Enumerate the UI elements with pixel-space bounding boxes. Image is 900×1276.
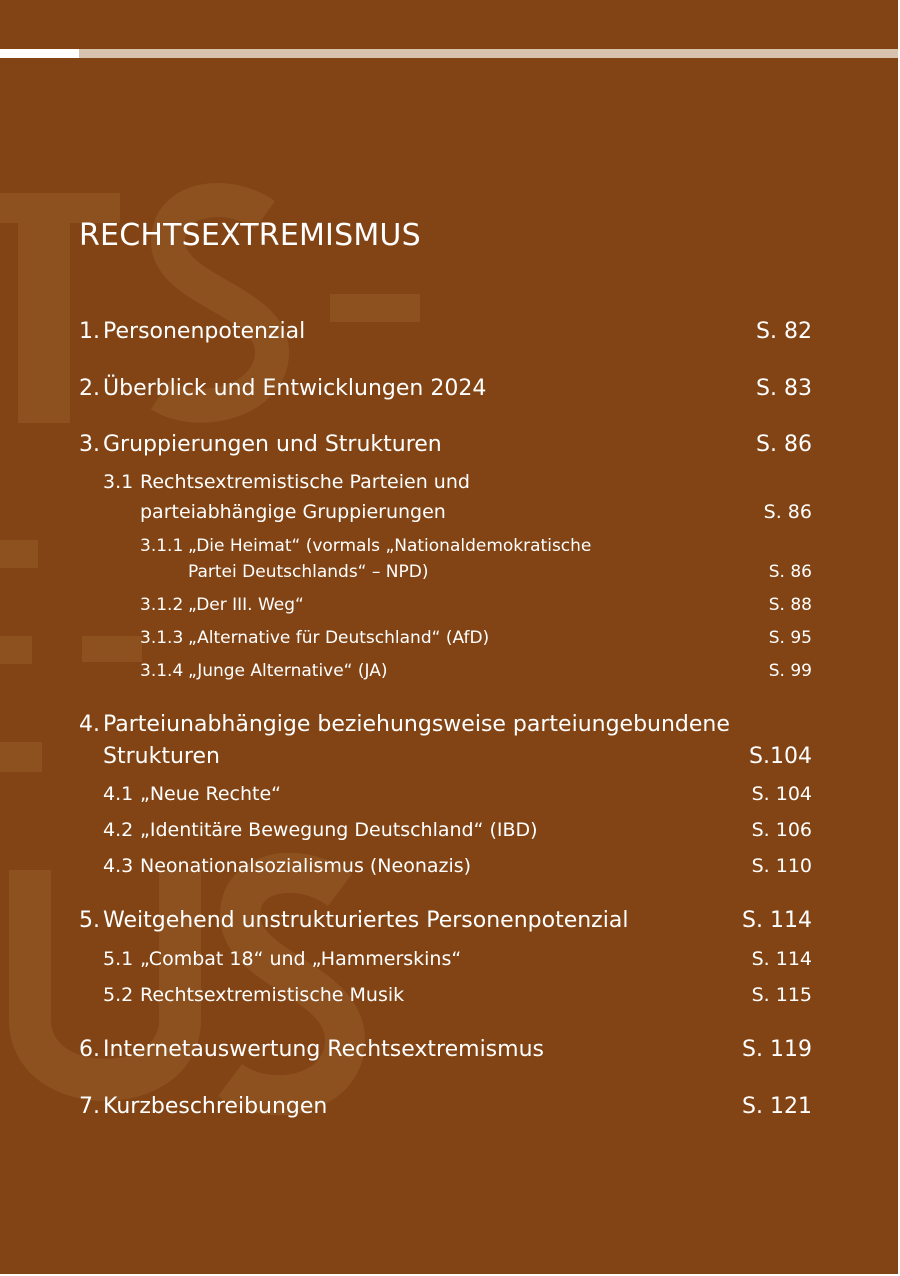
toc-entry-number: 3.1.1: [140, 536, 184, 556]
toc-entry-page: S. 104: [751, 783, 812, 805]
toc-entry-title: Gruppierungen und Strukturen: [103, 432, 442, 457]
toc-entry-title: Weitgehend unstrukturiertes Personenpotenzial: [103, 908, 629, 933]
toc-entry-title-line2: parteiabhängige Gruppierungen: [140, 501, 446, 523]
toc-entry-title-line2: Partei Deutschlands“ – NPD): [188, 562, 429, 582]
toc-entry-number: 5.2: [103, 984, 134, 1006]
toc-entry-number: 5.: [79, 908, 100, 933]
toc-entry-page: S. 86: [756, 432, 812, 457]
toc-entry-title: Internetauswertung Rechtsextremismus: [103, 1037, 544, 1062]
toc-entry-page: S. 86: [768, 562, 812, 582]
toc-entry-title: „Der III. Weg“: [188, 595, 304, 615]
toc-entry-page: S. 82: [756, 319, 812, 344]
toc-entry-page: S.104: [749, 744, 812, 769]
toc-entry-page: S. 115: [751, 984, 812, 1006]
toc-entry-page: S. 119: [742, 1037, 812, 1062]
toc-entry-title: Personenpotenzial: [103, 319, 306, 344]
toc-entry-page: S. 114: [751, 948, 812, 970]
section-title: RECHTSEXTREMISMUS: [79, 218, 421, 253]
toc-entry-page: S. 121: [742, 1094, 812, 1119]
toc-entry-title: „Junge Alternative“ (JA): [188, 661, 388, 681]
toc-entry-title: Überblick und Entwicklungen 2024: [103, 376, 487, 401]
toc-entry-number: 3.: [79, 432, 100, 457]
toc-entry-page: S. 99: [768, 661, 812, 681]
toc-entry-title: Neonationalsozialismus (Neonazis): [140, 855, 472, 877]
toc-entry-title: „Die Heimat“ (vormals „Nationaldemokratische: [188, 536, 592, 556]
toc-entry-number: 1.: [79, 319, 100, 344]
toc-entry-number: 4.: [79, 712, 100, 737]
toc-entry-page: S. 88: [768, 595, 812, 615]
toc-entry-page: S. 83: [756, 376, 812, 401]
toc-entry-page: S. 86: [763, 501, 812, 523]
toc-entry-title: Parteiunabhängige beziehungsweise parteiungebundene: [103, 712, 730, 737]
toc-entry-page: S. 114: [742, 908, 812, 933]
toc-entry-number: 3.1.2: [140, 595, 184, 615]
toc-entry-page: S. 95: [768, 628, 812, 648]
toc-entry-page: S. 110: [751, 855, 812, 877]
toc-entry-title: Kurzbeschreibungen: [103, 1094, 328, 1119]
toc-entry-number: 2.: [79, 376, 100, 401]
toc-entry-number: 7.: [79, 1094, 100, 1119]
toc-entry-title: „Neue Rechte“: [140, 783, 282, 805]
toc-entry-number: 3.1.3: [140, 628, 184, 648]
toc-entry-page: S. 106: [751, 819, 812, 841]
toc-entry-number: 5.1: [103, 948, 134, 970]
toc-entry-number: 4.2: [103, 819, 134, 841]
toc-entry-number: 3.1.4: [140, 661, 184, 681]
toc-entry-number: 6.: [79, 1037, 100, 1062]
toc-entry-title: Rechtsextremistische Parteien und: [140, 471, 470, 493]
toc-entry-number: 4.1: [103, 783, 134, 805]
toc-entry-title: „Combat 18“ und „Hammerskins“: [140, 948, 462, 970]
toc-entry-title: Rechtsextremistische Musik: [140, 984, 405, 1006]
toc-entry-number: 4.3: [103, 855, 134, 877]
toc-entry-title: „Identitäre Bewegung Deutschland“ (IBD): [140, 819, 538, 841]
toc-entry-title: „Alternative für Deutschland“ (AfD): [188, 628, 490, 648]
toc-entry-number: 3.1: [103, 471, 134, 493]
toc-entry-title-line2: Strukturen: [103, 744, 220, 769]
